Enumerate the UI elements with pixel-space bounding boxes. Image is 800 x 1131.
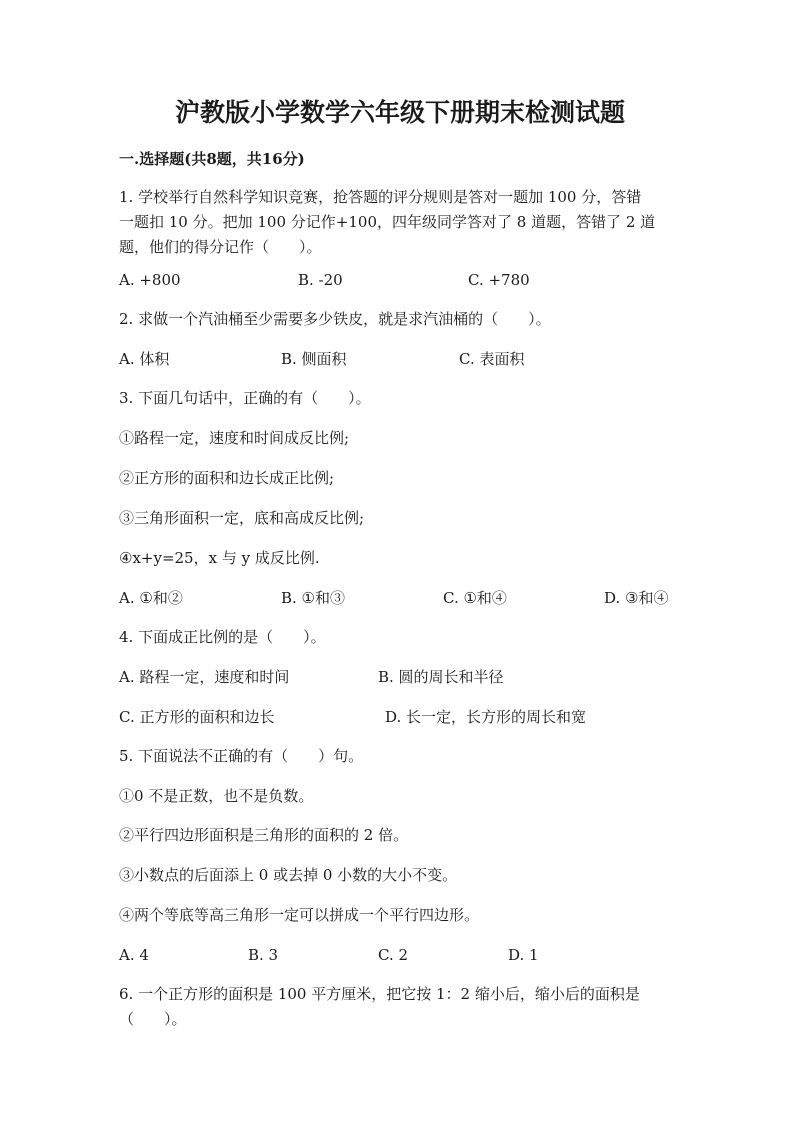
question-6-line: 6. 一个正方形的面积是 100 平方厘米，把它按 1：2 缩小后，缩小后的面积是 <box>119 985 640 1003</box>
option-a: A. 体积 <box>119 350 170 368</box>
statement-item: ①0 不是正数，也不是负数。 <box>119 787 314 805</box>
option-c: C. 正方形的面积和边长 <box>119 708 275 726</box>
option-b: B. 3 <box>248 946 279 964</box>
option-c: C. 表面积 <box>459 350 525 368</box>
statement-item: ④x+y=25，x 与 y 成反比例. <box>119 549 320 567</box>
question-1-options <box>119 269 719 291</box>
option-a: A. ①和② <box>119 589 183 607</box>
question-4: 4. 下面成正比例的是（ ）。 <box>119 628 326 646</box>
option-b: B. -20 <box>298 271 343 289</box>
question-5-options <box>119 944 719 966</box>
section-heading: 一.选择题(共8题，共16分) <box>119 150 305 168</box>
question-1-line: 一题扣 10 分。把加 100 分记作+100，四年级同学答对了 8 道题，答错了 2 道 <box>119 213 656 231</box>
question-4-options-row-2 <box>119 706 719 728</box>
question-3: 3. 下面几句话中，正确的有（ ）。 <box>119 389 371 407</box>
option-d: D. 1 <box>508 946 539 964</box>
option-d: D. 长一定，长方形的周长和宽 <box>385 708 587 726</box>
option-d: D. ③和④ <box>604 589 669 607</box>
statement-item: ④两个等底等高三角形一定可以拼成一个平行四边形。 <box>119 906 480 924</box>
question-6-line: （ ）。 <box>119 1010 187 1028</box>
option-a: A. 4 <box>119 946 149 964</box>
option-c: C. 2 <box>378 946 409 964</box>
question-6 <box>119 982 684 1032</box>
question-1-line: 题，他们的得分记作（ ）。 <box>119 238 322 256</box>
option-a: A. 路程一定，速度和时间 <box>119 668 290 686</box>
option-c: C. ①和④ <box>443 589 507 607</box>
question-5: 5. 下面说法不正确的有（ ）句。 <box>119 747 364 765</box>
statement-item: ②正方形的面积和边长成正比例; <box>119 469 335 487</box>
option-c: C. +780 <box>468 271 530 289</box>
page-title: 沪教版小学数学六年级下册期末检测试题 <box>174 98 625 127</box>
option-b: B. ①和③ <box>281 589 346 607</box>
question-1-line: 1. 学校举行自然科学知识竞赛，抢答题的评分规则是答对一题加 100 分，答错 <box>119 188 642 206</box>
question-3-options <box>119 587 719 609</box>
option-a: A. +800 <box>119 271 181 289</box>
question-2-options <box>119 348 719 370</box>
statement-item: ③三角形面积一定，底和高成反比例; <box>119 509 365 527</box>
option-b: B. 圆的周长和半径 <box>378 668 504 686</box>
statement-item: ③小数点的后面添上 0 或去掉 0 小数的大小不变。 <box>119 866 458 884</box>
question-1 <box>119 185 684 260</box>
question-2: 2. 求做一个汽油桶至少需要多少铁皮，就是求汽油桶的（ ）。 <box>119 310 551 328</box>
statement-item: ①路程一定，速度和时间成反比例; <box>119 429 350 447</box>
question-4-options-row-1 <box>119 666 719 688</box>
statement-item: ②平行四边形面积是三角形的面积的 2 倍。 <box>119 826 409 844</box>
option-b: B. 侧面积 <box>281 350 347 368</box>
